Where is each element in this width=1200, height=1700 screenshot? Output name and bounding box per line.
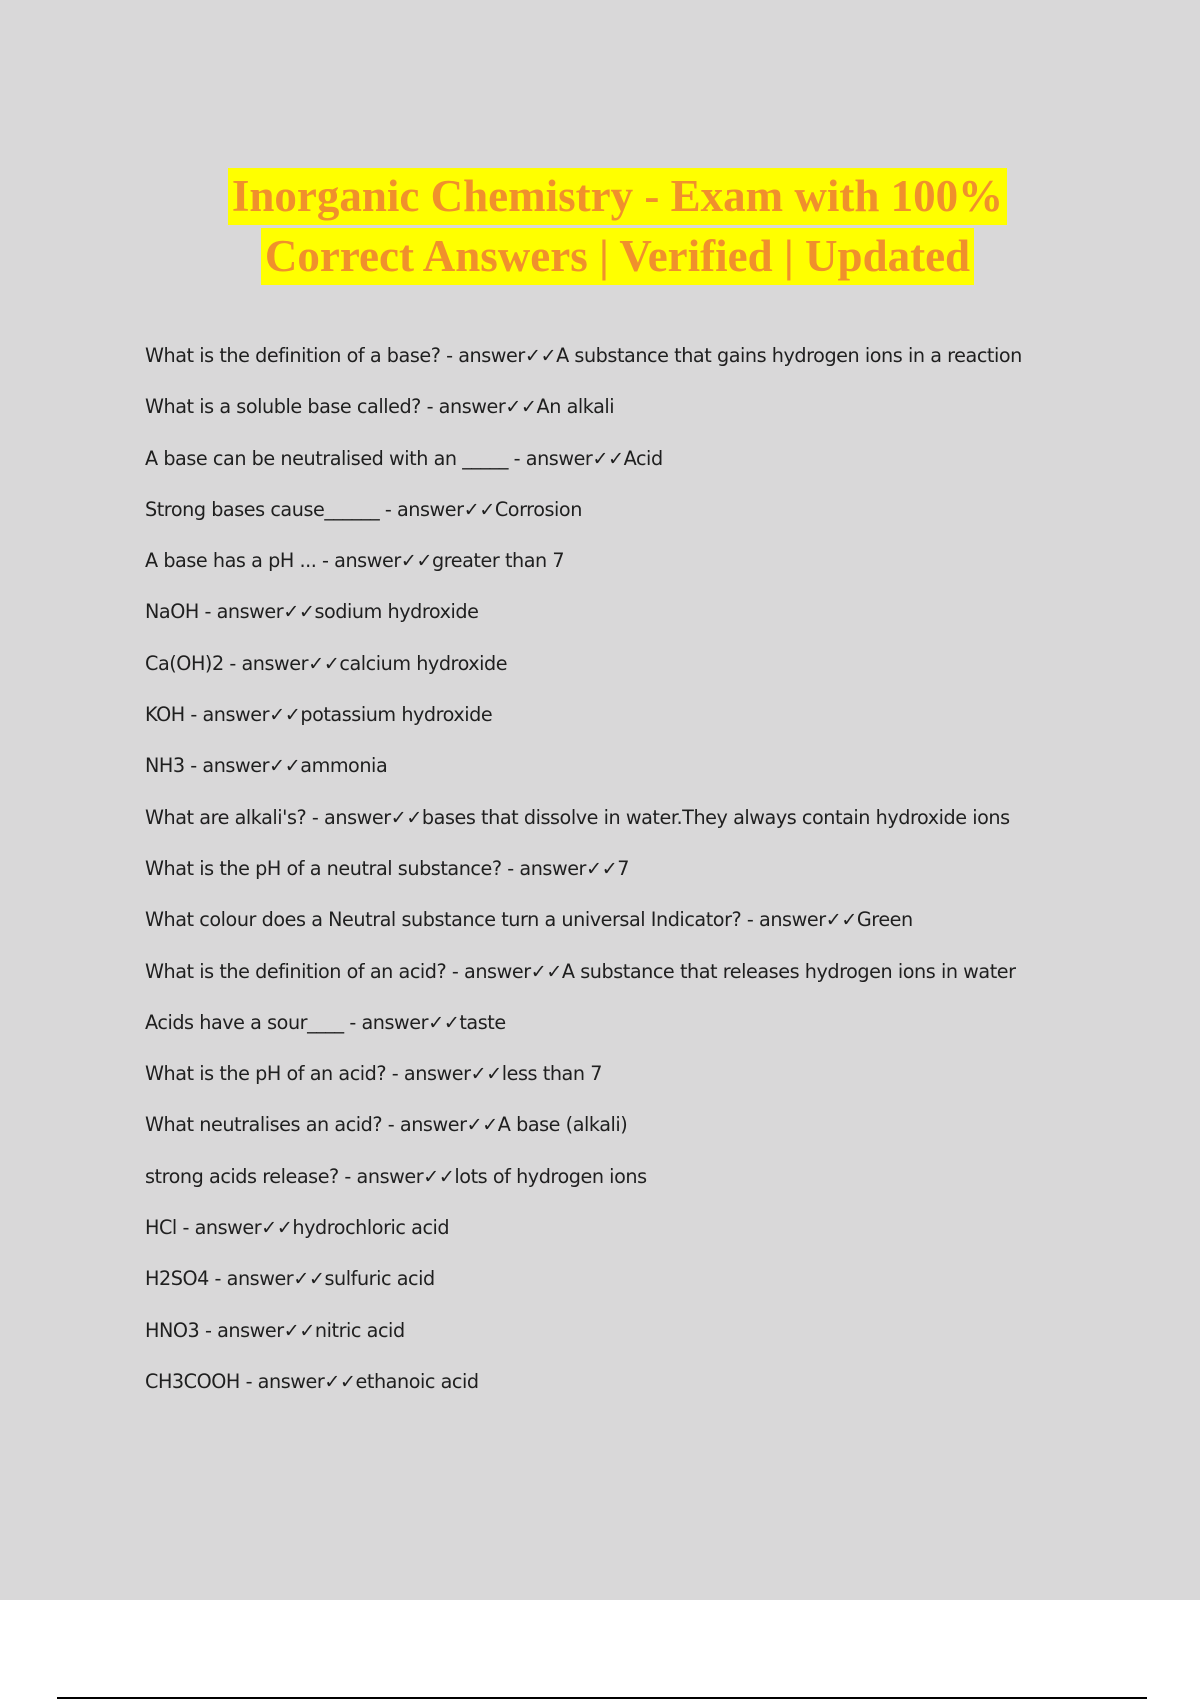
document-title [0,168,1200,288]
qa-item: H2SO4 - answer✓✓sulfuric acid [145,1267,435,1291]
qa-item: KOH - answer✓✓potassium hydroxide [145,703,493,727]
qa-item: A base can be neutralised with an _____ - answer✓✓Acid [145,446,663,470]
qa-item: Ca(OH)2 - answer✓✓calcium hydroxide [145,651,508,675]
qa-item: HNO3 - answer✓✓nitric acid [145,1318,405,1342]
qa-item: What colour does a Neutral substance turn a universal Indicator? - answer✓✓Green [145,908,913,932]
qa-item: What neutralises an acid? - answer✓✓A base (alkali) [145,1113,628,1137]
qa-item: NH3 - answer✓✓ammonia [145,754,388,778]
qa-item: What is a soluble base called? - answer✓✓An alkali [145,395,615,419]
qa-item: Strong bases cause______ - answer✓✓Corrosion [145,497,582,521]
qa-item: NaOH - answer✓✓sodium hydroxide [145,600,479,624]
qa-item: Acids have a sour____ - answer✓✓taste [145,1010,506,1034]
footer-divider [57,1697,1147,1699]
qa-item: What is the pH of a neutral substance? - answer✓✓7 [145,856,630,880]
qa-item: HCl - answer✓✓hydrochloric acid [145,1216,450,1240]
qa-item: What is the definition of an acid? - answer✓✓A substance that releases hydrogen ions in water [145,959,1016,983]
qa-item: CH3COOH - answer✓✓ethanoic acid [145,1369,479,1393]
qa-list [145,339,1022,1416]
title-line-2: Correct Answers | Verified | Updated [261,228,974,285]
qa-item: What is the definition of a base? - answer✓✓A substance that gains hydrogen ions in a reaction [145,344,1022,367]
qa-item: What is the pH of an acid? - answer✓✓less than 7 [145,1062,602,1086]
title-line-1: Inorganic Chemistry - Exam with 100% [228,168,1007,225]
qa-item: A base has a pH ... - answer✓✓greater than 7 [145,549,565,573]
qa-item: strong acids release? - answer✓✓lots of hydrogen ions [145,1164,647,1188]
qa-item: What are alkali's? - answer✓✓bases that dissolve in water.They always contain hydroxide ions [145,805,1010,829]
